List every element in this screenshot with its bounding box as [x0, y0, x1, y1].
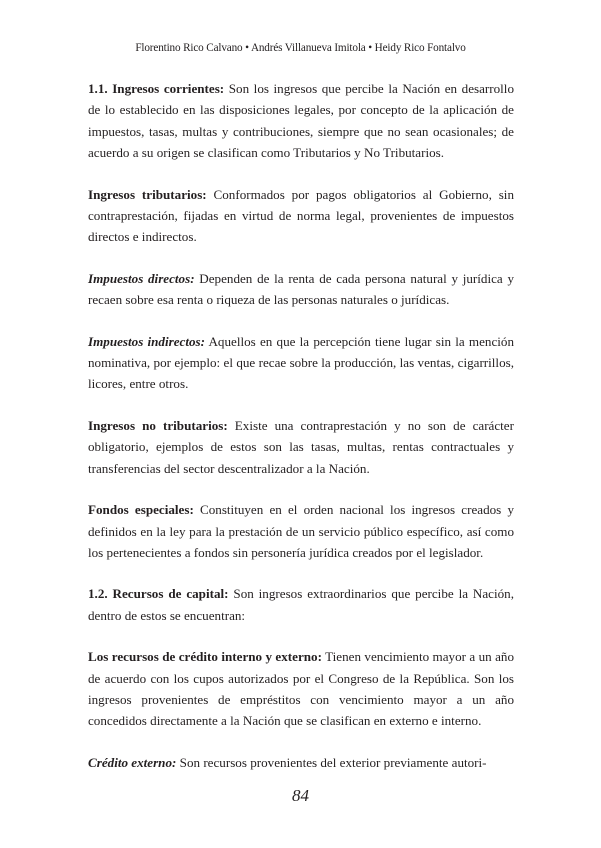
paragraph-term: Ingresos tributarios: [88, 186, 207, 202]
paragraph-term: Crédito externo: [88, 754, 177, 770]
paragraph-term: 1.2. Recursos de capital: [88, 586, 229, 602]
paragraph-text: Dependen de la renta de cada persona natural y jurídica y recaen sobre esa renta o riqueza de las personas naturales o jurídicas. [88, 270, 514, 308]
paragraph-text: Aquellos en que la percepción tiene lugar sin la mención nominativa, por ejemplo: el que recae sobre la producción, las ventas, cigarrillos, licores, entre otros. [88, 333, 514, 392]
paragraph-term: Impuestos indirectos: [88, 333, 205, 349]
paragraph-ingresos-tributarios [88, 184, 514, 248]
paragraph-text: Son ingresos extraordinarios que percibe la Nación, dentro de estos se encuentran: [88, 586, 514, 623]
paragraph-credito-externo [88, 752, 514, 773]
paragraph-impuestos-directos [88, 268, 514, 311]
running-header: Florentino Rico Calvano • Andrés Villanueva Imitola • Heidy Rico Fontalvo [135, 42, 466, 54]
paragraph-term: Los recursos de crédito interno y externo: [88, 649, 322, 665]
paragraph-recursos-de-capital [88, 583, 514, 626]
paragraph-term: Impuestos directos: [88, 270, 195, 286]
paragraph-ingresos-corrientes [88, 78, 514, 164]
paragraph-recursos-credito [88, 646, 514, 732]
page-number: 84 [292, 786, 309, 805]
paragraph-text: Tienen vencimiento mayor a un año de acuerdo con los cupos autorizados por el Congreso de la República. Son los ingresos provenientes de empréstitos con vencimiento mayor a un año concedidos directamente a la Nación que se clasifican en externo e interno. [88, 649, 514, 729]
paragraph-term: Ingresos no tributarios: [88, 417, 228, 433]
paragraph-ingresos-no-tributarios [88, 415, 514, 479]
paragraph-text: Existe una contraprestación y no son de carácter obligatorio, ejemplos de estos son las tasas, multas, rentas contractuales y transferencias del sector descentralizador a la Nación. [88, 417, 514, 476]
body-text [88, 78, 514, 793]
paragraph-text: Son los ingresos que percibe la Nación en desarrollo de lo establecido en las disposiciones legales, por concepto de la aplicación de impuestos, tasas, multas y contribuciones, siempre que no sean ocasionales; de acuerdo a su origen se clasifican como Tributarios y No Tributarios. [88, 81, 514, 161]
paragraph-text: Conformados por pagos obligatorios al Gobierno, sin contraprestación, fijadas en virtud de norma legal, provenientes de impuestos directos e indirectos. [88, 186, 514, 245]
paragraph-text: Son recursos provenientes del exterior previamente autori- [176, 754, 487, 770]
paragraph-fondos-especiales [88, 499, 514, 563]
paragraph-impuestos-indirectos [88, 331, 514, 395]
paragraph-term: 1.1. Ingresos corrientes: [88, 81, 225, 96]
paragraph-text: Constituyen en el orden nacional los ingresos creados y definidos en la ley para la prestación de un servicio público específico, así como los pertenecientes a fondos sin personería jurídica creados por el legislador. [88, 502, 514, 560]
paragraph-term: Fondos especiales: [88, 502, 194, 518]
